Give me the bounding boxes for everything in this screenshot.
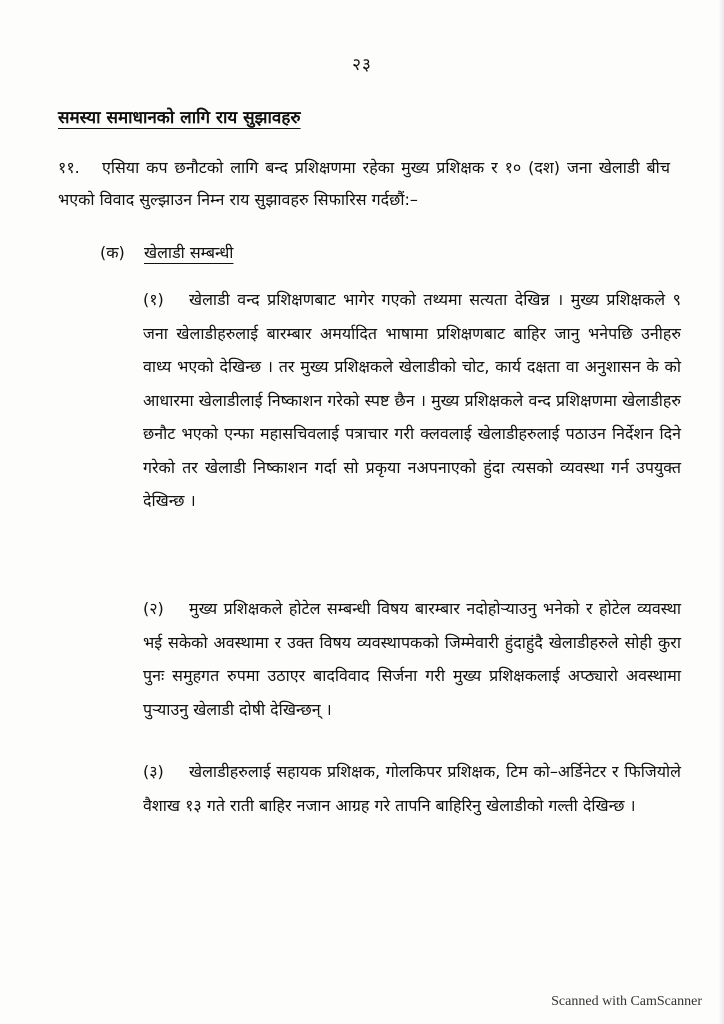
subsection-heading (100, 241, 233, 263)
list-item (143, 592, 681, 726)
list-item-number: (३) (143, 762, 164, 781)
subsection-marker: (क) (100, 243, 125, 262)
list-item (143, 755, 681, 822)
list-item-number: (१) (143, 290, 164, 309)
page-number: २३ (352, 55, 372, 75)
list-item-text: मुख्य प्रशिक्षकले होटेल सम्बन्धी विषय बारम्बार नदोहोऱ्याउनु भनेको र होटेल व्यवस्था भई सकेको अवस्थामा र उक्त विषय व्यवस्थापकको जिम्मेवारी हुंदाहुंदै खेलाडीहरुले सोही कुरा पुनः समुहगत रुपमा उठाएर बादविवाद सिर्जना गरी मुख्य प्रशिक्षकलाई अप्ठ्यारो अवस्थामा पुऱ्याउनु खेलाडी दोषी देखिन्छन् । (143, 599, 681, 719)
list-item-number: (२) (143, 599, 164, 618)
list-item-text: खेलाडी वन्द प्रशिक्षणबाट भागेर गएको तथ्यमा सत्यता देखिन्न । मुख्य प्रशिक्षकले ९ जना खेलाडीहरुलाई बारम्बार अमर्यादित भाषामा प्रशिक्षणबाट बाहिर जानु भनेपछि उनीहरु वाध्य भएको देखिन्छ । तर मुख्य प्रशिक्षकले खेलाडीको चोट, कार्य दक्षता वा अनुशासन के को आधारमा खेलाडीलाई निष्काशन गरेको स्पष्ट छैन । मुख्य प्रशिक्षकले वन्द प्रशिक्षणमा खेलाडीहरु छनौट भएको एन्फा महासचिवलाई पत्राचार गरी क्लवलाई खेलाडीहरुलाई पठाउन निर्देशन दिने गरेको तर खेलाडी निष्काशन गर्दा सो प्रकृया नअपनाएको हुंदा त्यसको व्यवस्था गर्न उपयुक्त देखिन्छ । (143, 290, 681, 510)
paragraph-number: ११. (58, 158, 80, 177)
list-item (143, 283, 681, 518)
list-item-text: खेलाडीहरुलाई सहायक प्रशिक्षक, गोलकिपर प्रशिक्षक, टिम को–अर्डिनेटर र फिजियोले वैशाख १३ गते राती बाहिर नजान आग्रह गरे तापनि बाहिरिनु खेलाडीको गल्ती देखिन्छ । (143, 762, 681, 815)
section-heading: समस्या समाधानको लागि राय सुझावहरु (58, 108, 301, 128)
paragraph-text: एसिया कप छनौटको लागि बन्द प्रशिक्षणमा रहेका मुख्य प्रशिक्षक र १० (दश) जना खेलाडी बीच भएको विवाद सुल्झाउन निम्न राय सुझावहरु सिफारिस गर्दछौं:– (58, 158, 670, 209)
scan-edge-shadow (718, 0, 724, 1024)
subsection-title: खेलाडी सम्बन्धी (144, 243, 234, 262)
paragraph-11 (58, 152, 670, 216)
scanner-watermark: Scanned with CamScanner (551, 994, 702, 1009)
